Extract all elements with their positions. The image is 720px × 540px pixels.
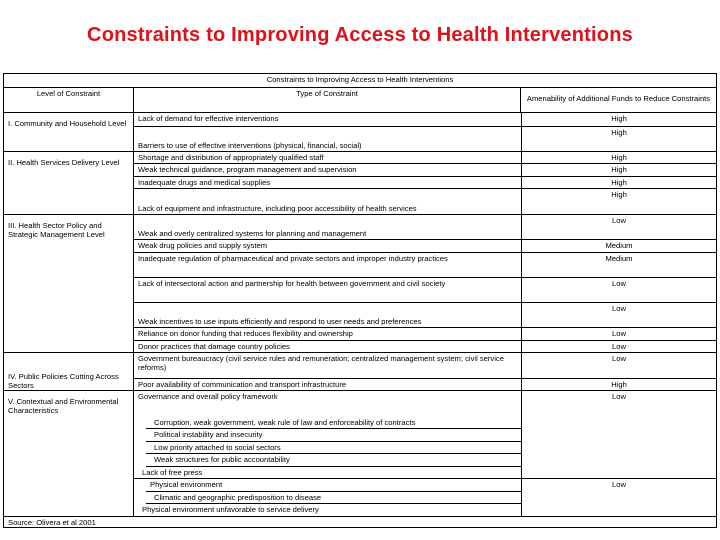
header-level: Level of Constraint bbox=[4, 88, 134, 113]
constraint-cell: Government bureaucracy (civil service rules and remuneration; centralized management system; civil service reforms) bbox=[134, 353, 521, 379]
amenability-cell: Medium bbox=[522, 253, 716, 278]
constraint-cell: Lack of equipment and infrastructure, including poor accessibility of health services bbox=[134, 189, 521, 215]
table-caption: Constraints to Improving Access to Health Interventions bbox=[4, 74, 716, 88]
constraint-cell: Political instability and insecurity bbox=[146, 429, 521, 442]
constraint-cell: Weak and overly centralized systems for planning and management bbox=[134, 215, 521, 240]
amenability-cell: Low bbox=[612, 480, 626, 489]
amenability-cell: High bbox=[522, 189, 716, 215]
amenability-cell: Low bbox=[522, 278, 716, 303]
constraint-cell: Inadequate drugs and medical supplies bbox=[134, 177, 521, 189]
amenability-cell: Low bbox=[522, 328, 716, 341]
constraint-cell: Barriers to use of effective interventions (physical, financial, social) bbox=[134, 127, 521, 152]
constraint-cell: Weak drug policies and supply system bbox=[134, 240, 521, 253]
level-cell: V. Contextual and Environmental Characteristics bbox=[4, 391, 134, 517]
amenability-cell: High bbox=[522, 152, 716, 164]
source-note: Source: Olivera et al 2001 bbox=[8, 518, 96, 527]
amenability-cell: Low bbox=[522, 391, 716, 479]
constraint-cell: Climatic and geographic predisposition to disease bbox=[146, 492, 521, 504]
amenability-cell: High bbox=[522, 113, 716, 127]
amenability-cell: Low bbox=[522, 215, 716, 240]
amenability-cell: High bbox=[522, 177, 716, 189]
constraint-cell: Inadequate regulation of pharmaceutical and private sectors and improper industry practices bbox=[134, 253, 521, 278]
constraint-cell: Weak structures for public accountability bbox=[146, 454, 521, 467]
constraint-cell: Lack of intersectoral action and partnership for health between government and civil society bbox=[134, 278, 521, 303]
amenability-cell: Low bbox=[522, 353, 716, 379]
constraint-cell: Physical environment bbox=[146, 479, 521, 492]
constraints-table bbox=[3, 73, 717, 528]
header-type: Type of Constraint bbox=[134, 88, 521, 113]
amenability-cell: Low bbox=[522, 303, 716, 328]
constraint-cell: Weak incentives to use inputs efficiently and respond to user needs and preferences bbox=[134, 303, 521, 328]
amenability-cell: Medium bbox=[522, 240, 716, 253]
constraint-cell: Weak technical guidance, program management and supervision bbox=[134, 164, 521, 177]
header-amenability: Amenability of Additional Funds to Reduce Constraints bbox=[521, 88, 716, 113]
constraint-cell: Donor practices that damage country policies bbox=[134, 341, 521, 353]
level-cell: I. Community and Household Level bbox=[4, 113, 134, 152]
amenability-cell: Low bbox=[522, 341, 716, 353]
slide-title: Constraints to Improving Access to Health Interventions bbox=[87, 24, 633, 46]
constraint-cell: Reliance on donor funding that reduces flexibility and ownership bbox=[134, 328, 521, 341]
constraint-cell: Shortage and distribution of appropriately qualified staff bbox=[134, 152, 521, 164]
constraint-cell: Lack of free press bbox=[134, 467, 521, 479]
level-cell: II. Health Services Delivery Level bbox=[4, 152, 134, 215]
amenability-cell: High bbox=[522, 379, 716, 391]
constraint-cell: Poor availability of communication and transport infrastructure bbox=[134, 379, 521, 391]
constraint-cell: Corruption, weak government, weak rule of law and enforceability of contracts bbox=[146, 417, 521, 429]
constraint-cell: Physical environment unfavorable to service delivery bbox=[134, 504, 521, 517]
amenability-cell: High bbox=[522, 164, 716, 177]
level-cell: IV. Public Policies Cutting Across Sectors bbox=[4, 353, 134, 391]
constraint-cell: Lack of demand for effective interventions bbox=[134, 113, 521, 127]
amenability-cell: High bbox=[522, 127, 716, 152]
constraint-cell: Governance and overall policy framework bbox=[138, 392, 278, 401]
constraint-cell: Low priority attached to social sectors bbox=[146, 442, 521, 454]
level-cell: III. Health Sector Policy and Strategic Management Level bbox=[4, 215, 134, 353]
